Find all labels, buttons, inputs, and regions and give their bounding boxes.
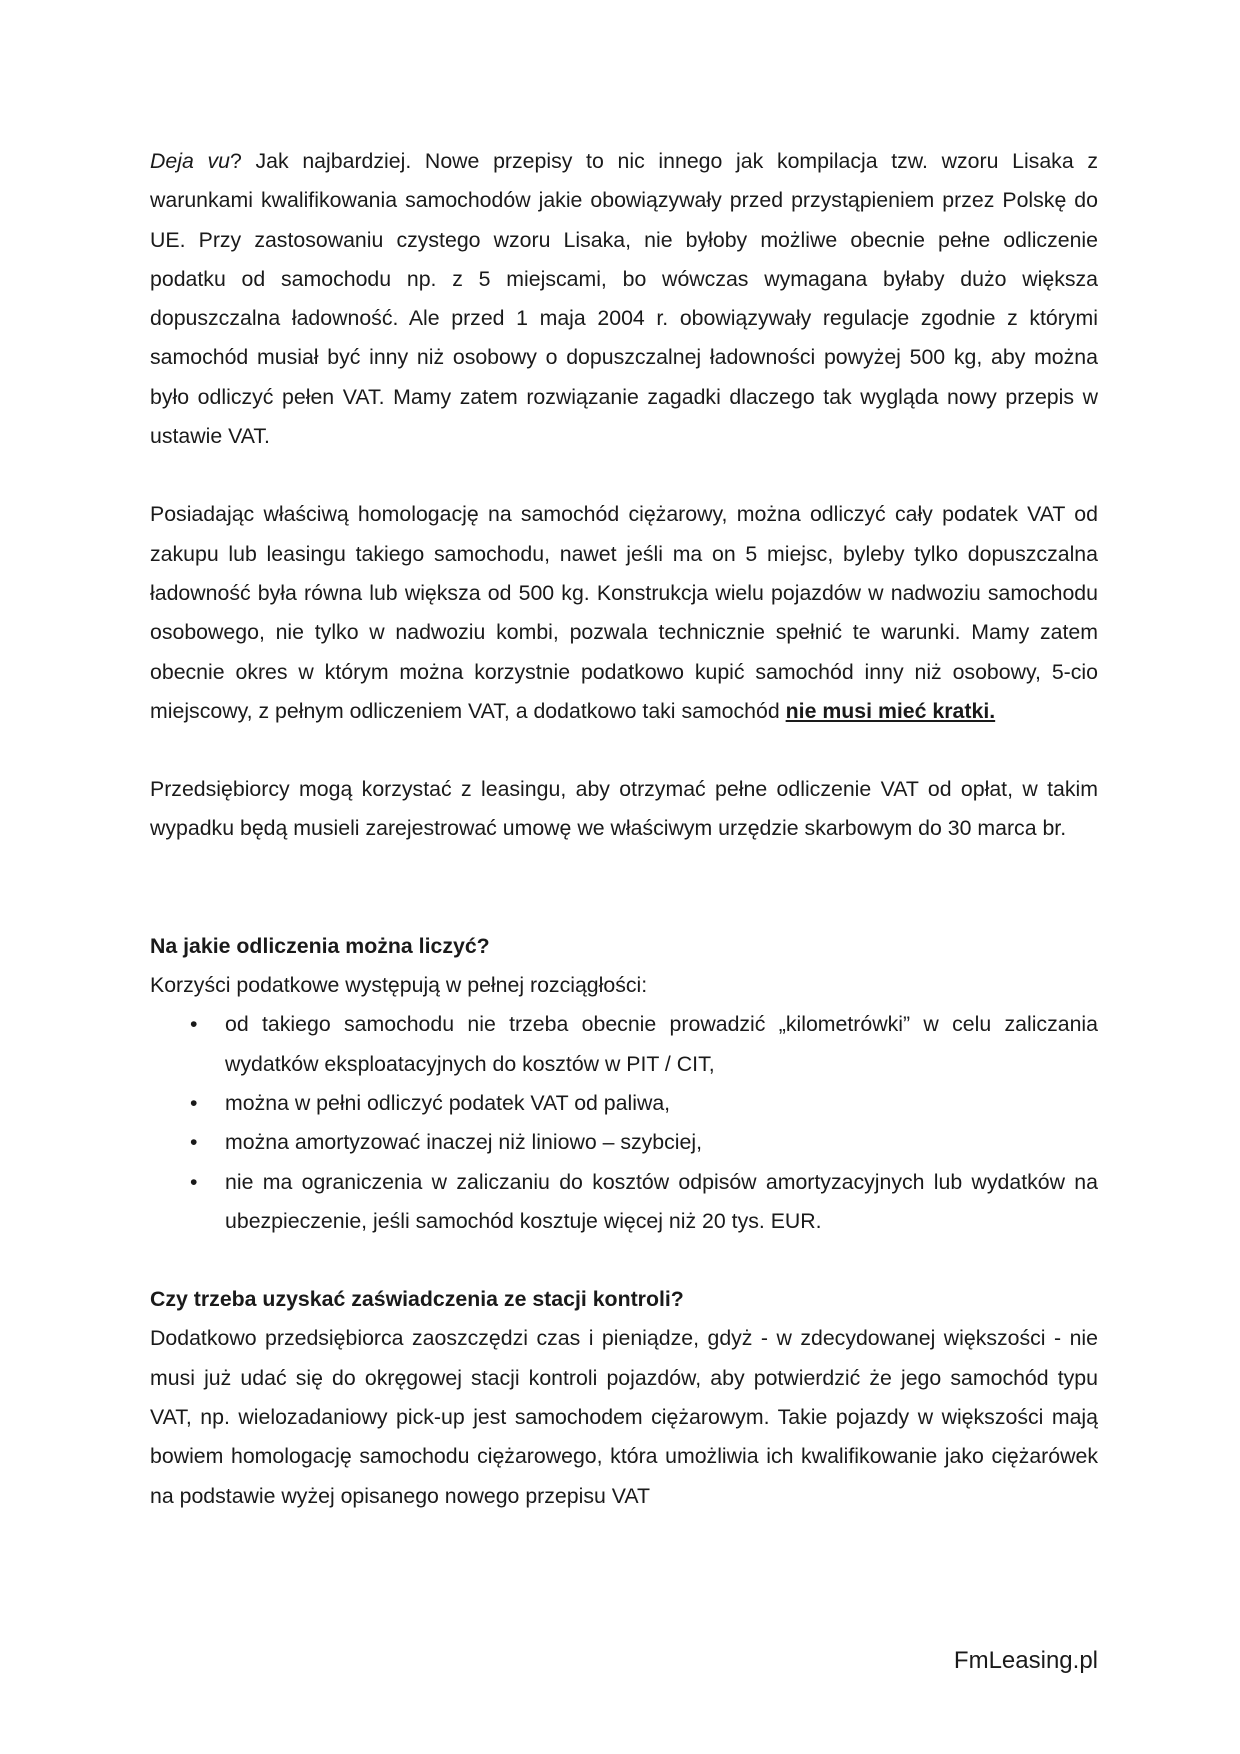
paragraph-text: Posiadając właściwą homologację na samochód ciężarowy, można odliczyć cały podatek VAT od zakupu lub leasingu takiego samochodu, nawet jeśli ma on 5 miejsc, byleby tylko dopuszczalna ładowność była równa lub większa od 500 kg. Konstrukcja wielu pojazdów w nadwoziu samochodu osobowego, nie tylko w nadwoziu kombi, pozwala technicznie spełnić te warunki. Mamy zatem obecnie okres w którym można korzystnie podatkowo kupić samochód inny niż osobowy, 5-cio miejscowy, z pełnym odliczeniem VAT, a dodatkowo taki samochód (150, 502, 1098, 723)
section-spacer (150, 1241, 1098, 1280)
section-heading-deductions: Na jakie odliczenia można liczyć? (150, 933, 490, 958)
list-item-text: można amortyzować inaczej niż liniowo – szybciej, (225, 1130, 703, 1155)
bullet-icon: • (190, 1130, 198, 1155)
italic-lead: Deja vu (150, 149, 230, 173)
bullet-icon: • (190, 1169, 198, 1194)
section-spacer (150, 849, 1098, 927)
list-item (150, 1123, 1098, 1162)
list-item-text: można w pełni odliczyć podatek VAT od paliwa, (225, 1090, 671, 1115)
paragraph-deja-vu (150, 142, 1098, 456)
emphasis-no-grille: nie musi mieć kratki. (785, 698, 996, 723)
paragraph-inspection: Dodatkowo przedsiębiorca zaoszczędzi czas i pieniądze, gdyż - w zdecydowanej większości - nie musi już udać się do okręgowej stacji kontroli pojazdów, aby potwierdzić że jego samochód typu VAT, np. wielozadaniowy pick-up jest samochodem ciężarowym. Takie pojazdy w większości mają bowiem homologację samochodu ciężarowego, która umożliwia ich kwalifikowanie jako ciężarówek na podstawie wyżej opisanego nowego przepisu VAT (150, 1326, 1098, 1508)
document-body (150, 142, 1098, 1516)
bullet-icon: • (190, 1012, 198, 1037)
bullet-icon: • (190, 1090, 198, 1115)
list-item (150, 1005, 1098, 1084)
list-item (150, 1084, 1098, 1123)
section-intro: Korzyści podatkowe występują w pełnej rozciągłości: (150, 973, 648, 998)
list-item-text: nie ma ograniczenia w zaliczaniu do kosztów odpisów amortyzacyjnych lub wydatków na ubezpieczenie, jeśli samochód kosztuje więcej niż 20 tys. EUR. (225, 1169, 1098, 1233)
paragraph-leasing (150, 770, 1098, 849)
paragraph-homologation (150, 495, 1098, 731)
section-heading-inspection: Czy trzeba uzyskać zaświadczenia ze stacji kontroli? (150, 1287, 684, 1312)
paragraph-spacer (150, 731, 1098, 770)
list-item (150, 1163, 1098, 1242)
paragraph-text: ? Jak najbardziej. Nowe przepisy to nic innego jak kompilacja tzw. wzoru Lisaka z warunkami kwalifikowania samochodów jakie obowiązywały przed przystąpieniem przez Polskę do UE. Przy zastosowaniu czystego wzoru Lisaka, nie byłoby możliwe obecnie pełne odliczenie podatku od samochodu np. z 5 miejscami, bo wówczas wymagana byłaby dużo większa dopuszczalna ładowność. Ale przed 1 maja 2004 r. obowiązywały regulacje zgodnie z którymi samochód musiał być inny niż osobowy o dopuszczalnej ładowności powyżej 500 kg, aby można było odliczyć pełen VAT. Mamy zatem rozwiązanie zagadki dlaczego tak wygląda nowy przepis w ustawie VAT. (150, 149, 1098, 449)
paragraph-text: Przedsiębiorcy mogą korzystać z leasingu, aby otrzymać pełne odliczenie VAT od opłat, w takim wypadku będą musieli zarejestrować umowę we właściwym urzędzie skarbowym do 30 marca br. (150, 777, 1098, 841)
benefits-list (150, 1005, 1098, 1241)
list-item-text: od takiego samochodu nie trzeba obecnie prowadzić „kilometrówki” w celu zaliczania wydatków eksploatacyjnych do kosztów w PIT / CIT, (225, 1012, 1098, 1076)
paragraph-spacer (150, 456, 1098, 495)
footer-brand: FmLeasing.pl (953, 1647, 1098, 1674)
